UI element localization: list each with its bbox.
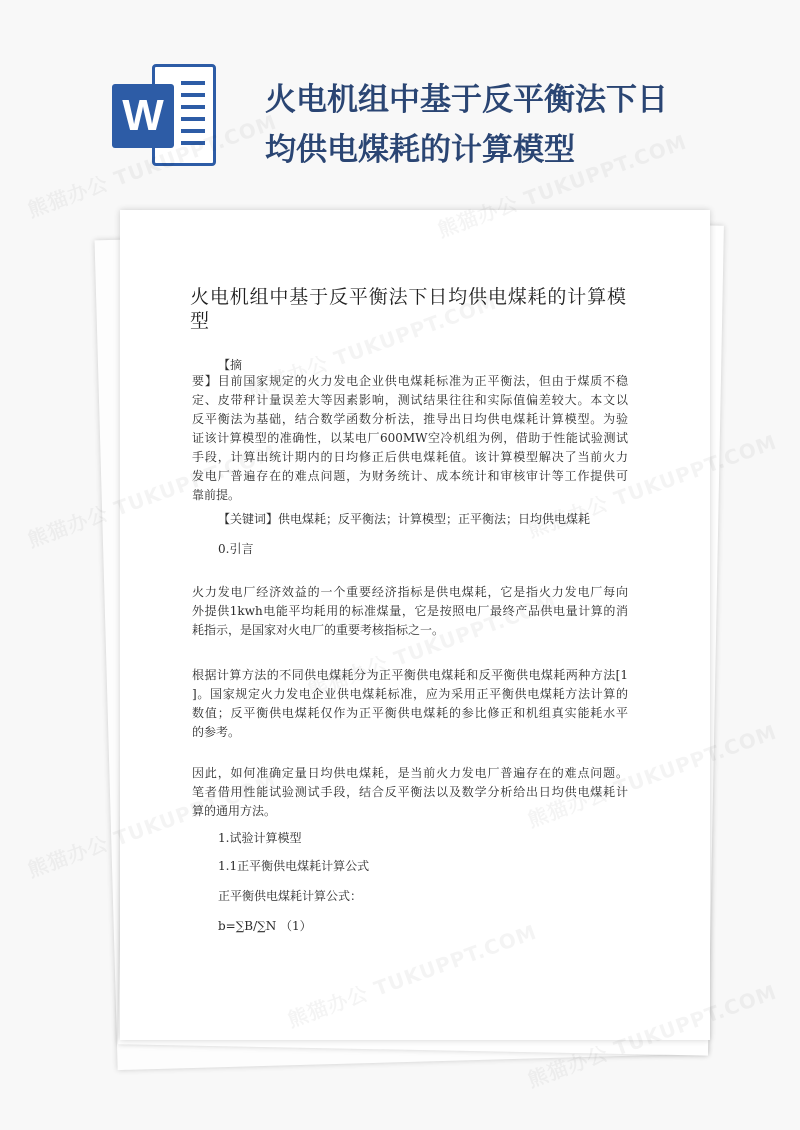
text-line: 发电厂普遍存在的难点问题，为财务统计、成本统计和审核审计等工作提供可 [192, 469, 628, 483]
text-line: 笔者借用性能试验测试手段，结合反平衡法以及数学分析给出日均供电煤耗计 [192, 785, 628, 799]
text-line: 因此，如何准确定量日均供电煤耗，是当前火力发电厂普遍存在的难点问题。 [192, 766, 628, 780]
section-heading: 0.引言 [218, 542, 254, 556]
text-line: 火力发电厂经济效益的一个重要经济指标是供电煤耗，它是指火力发电厂每向 [192, 585, 628, 599]
text-line: 手段，计算出统计期内的日均修正后供电煤耗值。该计算模型解决了当前火力 [192, 450, 628, 464]
keywords: 【关键词】供电煤耗；反平衡法；计算模型；正平衡法；日均供电煤耗 [218, 512, 591, 526]
abstract-label: 【摘 [218, 358, 243, 372]
text-line: 证该计算模型的准确性，以某电厂600MW空冷机组为例，借助于性能试验测试 [192, 431, 628, 445]
word-icon [112, 64, 216, 167]
text-line: 耗指示，是国家对火电厂的重要考核指标之一。 [192, 623, 445, 637]
text-line: 的参考。 [192, 725, 241, 739]
document-title-line: 型 [190, 310, 210, 332]
text-line: 根据计算方法的不同供电煤耗分为正平衡供电煤耗和反平衡供电煤耗两种方法[1 [192, 668, 628, 682]
text-line: 定、皮带秤计量误差大等因素影响，测试结果往往和实际值偏差较大。本文以 [192, 393, 628, 407]
document-page [120, 210, 710, 1040]
text-line: 靠前提。 [192, 488, 241, 502]
text-line: 反平衡法为基础，结合数学函数分析法，推导出日均供电煤耗计算模型。为验 [192, 412, 628, 426]
text-line: 要】目前国家规定的火力发电企业供电煤耗标准为正平衡法，但由于煤质不稳 [192, 374, 628, 388]
page-title-line: 火电机组中基于反平衡法下日 [265, 82, 668, 118]
formula-intro: 正平衡供电煤耗计算公式： [218, 889, 363, 903]
document-title [190, 285, 626, 333]
word-letter-tile: W [112, 84, 174, 148]
body-paragraph [192, 764, 628, 821]
formula: b=∑B/∑N （1） [218, 919, 312, 933]
subsection-heading: 1.1正平衡供电煤耗计算公式 [218, 859, 370, 873]
body-paragraph [192, 583, 628, 640]
abstract-paragraph [192, 372, 628, 505]
text-line: 外提供1kwh电能平均耗用的标准煤量，它是按照电厂最终产品供电量计算的消 [192, 604, 628, 618]
text-line: 算的通用方法。 [192, 804, 277, 818]
text-line: ]。国家规定火力发电企业供电煤耗标准，应为采用正平衡供电煤耗方法计算的 [192, 687, 628, 701]
body-paragraph [192, 666, 628, 742]
text-line: 数值；反平衡供电煤耗仅作为正平衡供电煤耗的参比修正和机组真实能耗水平 [192, 706, 628, 720]
page-title-line: 均供电煤耗的计算模型 [265, 132, 575, 168]
section-heading: 1.试验计算模型 [218, 831, 302, 845]
document-title-line: 火电机组中基于反平衡法下日均供电煤耗的计算模 [190, 286, 626, 308]
page-title [265, 75, 668, 175]
